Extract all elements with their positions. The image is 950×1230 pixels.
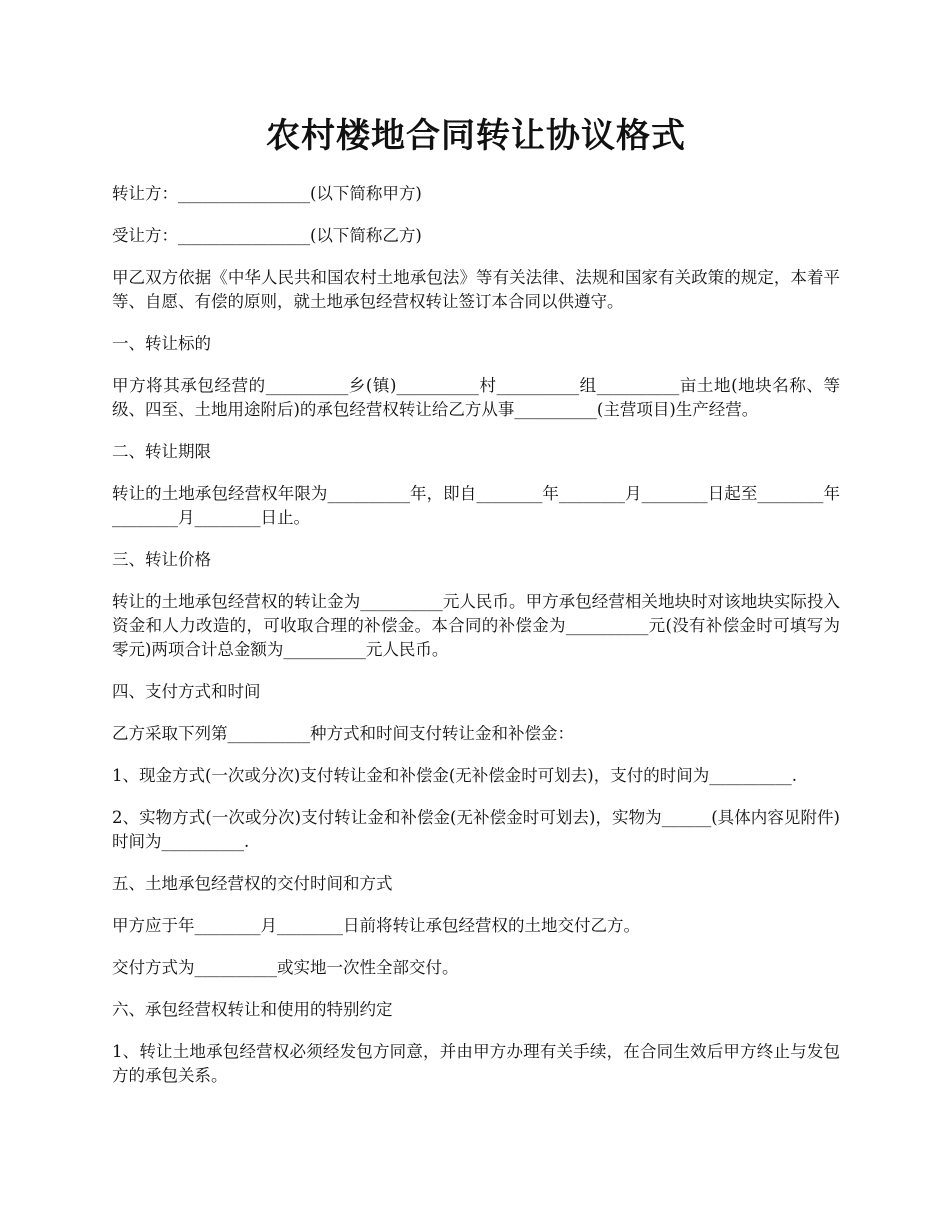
payment-intro-paragraph: 乙方采取下列第__________种方式和时间支付转让金和补偿金：	[112, 724, 574, 743]
transfer-term-paragraph: 转让的土地承包经营权年限为__________年，即自________年________月________日起至________年________月________日止。	[112, 484, 840, 527]
section-heading-payment: 四、支付方式和时间	[112, 682, 261, 701]
transfer-price-paragraph: 转让的土地承包经营权的转让金为__________元人民币。甲方承包经营相关地块时对该地块实际投入资金和人力改造的，可收取合理的补偿金。本合同的补偿金为__________元(没有补偿金时可填写为零元)两项合计总金额为__________元人民币。	[112, 592, 840, 659]
delivery-method-paragraph: 交付方式为__________或实地一次性全部交付。	[112, 958, 459, 977]
preamble-paragraph: 甲乙双方依据《中华人民共和国农村土地承包法》等有关法律、法规和国家有关政策的规定，本着平等、自愿、有偿的原则，就土地承包经营权转让签订本合同以供遵守。	[112, 268, 840, 311]
transferor-line: 转让方：________________(以下简称甲方)	[112, 184, 422, 203]
document-title: 农村楼地合同转让协议格式	[266, 116, 686, 156]
delivery-date-paragraph: 甲方应于年________月________日前将转让承包经营权的土地交付乙方。	[112, 916, 640, 935]
section-heading-delivery: 五、土地承包经营权的交付时间和方式	[112, 874, 393, 893]
special-terms-paragraph-1: 1、转让土地承包经营权必须经发包方同意，并由甲方办理有关手续，在合同生效后甲方终止与发包方的承包关系。	[112, 1042, 840, 1085]
section-heading-transfer-term: 二、转让期限	[112, 442, 211, 461]
transferee-line: 受让方：________________(以下简称乙方)	[112, 226, 422, 245]
section-heading-transfer-subject: 一、转让标的	[112, 334, 211, 353]
payment-in-kind-paragraph: 2、实物方式(一次或分次)支付转让金和补偿金(无补偿金时可划去)，实物为______(具体内容见附件)时间为__________.	[112, 808, 840, 851]
document-page	[112, 112, 840, 1106]
transfer-subject-paragraph: 甲方将其承包经营的__________乡(镇)__________村__________组__________亩土地(地块名称、等级、四至、土地用途附后)的承包经营权转让给乙方从事__________(主营项目)生产经营。	[112, 376, 840, 419]
section-heading-special-terms: 六、承包经营权转让和使用的特别约定	[112, 1000, 393, 1019]
payment-cash-paragraph: 1、现金方式(一次或分次)支付转让金和补偿金(无补偿金时可划去)，支付的时间为__________.	[112, 766, 797, 785]
section-heading-transfer-price: 三、转让价格	[112, 550, 211, 569]
